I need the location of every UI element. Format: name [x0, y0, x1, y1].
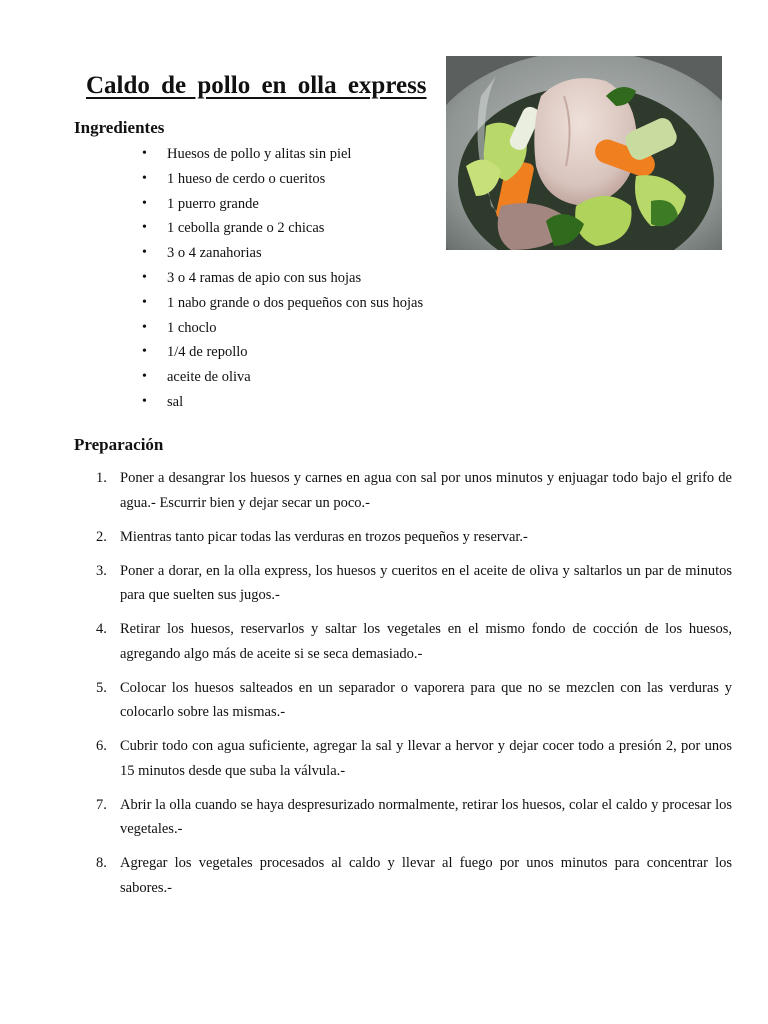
pressure-cooker-photo — [446, 56, 722, 250]
preparation-step — [96, 676, 732, 725]
ingredient-item: • 1/4 de repollo — [140, 340, 423, 365]
step-number: 3. — [96, 562, 107, 579]
step-text: Retirar los huesos, reservarlos y saltar los vegetales en el mismo fondo de cocción de los huesos, agregando algo más de aceite si se seca demasiado.- — [120, 621, 732, 662]
ingredient-item: • 1 cebolla grande o 2 chicas — [140, 216, 423, 241]
ingredient-item: • 1 puerro grande — [140, 192, 423, 217]
ingredient-item: • 1 hueso de cerdo o cueritos — [140, 167, 423, 192]
recipe-photo — [446, 56, 722, 250]
ingredient-item: • 3 o 4 ramas de apio con sus hojas — [140, 266, 423, 291]
step-number: 8. — [96, 855, 107, 871]
preparation-step — [96, 793, 732, 842]
ingredient-item: • sal — [140, 390, 423, 415]
step-text: Mientras tanto picar todas las verduras en trozos pequeños y reservar.- — [120, 528, 528, 545]
ingredient-item: • 1 nabo grande o dos pequeños con sus hojas — [140, 291, 423, 316]
step-number: 4. — [96, 621, 107, 637]
step-text: Agregar los vegetales procesados al caldo y llevar al fuego por unos minutos para concentrar los sabores.- — [120, 855, 732, 896]
ingredient-item: • 1 choclo — [140, 316, 423, 341]
preparation-step — [96, 559, 732, 608]
step-number: 6. — [96, 738, 107, 754]
step-text: Poner a dorar, en la olla express, los huesos y cueritos en el aceite de oliva y saltarlos un par de minutos para que suelten sus jugos.- — [120, 562, 732, 603]
ingredient-item: • Huesos de pollo y alitas sin piel — [140, 142, 423, 167]
preparation-heading: Preparación — [74, 435, 164, 454]
step-text: Abrir la olla cuando se haya despresurizado normalmente, retirar los huesos, colar el caldo y procesar los vegetales.- — [120, 796, 732, 837]
step-text: Colocar los huesos salteados en un separador o vaporera para que no se mezclen con las verduras y colocarlo sobre las mismas.- — [120, 679, 732, 720]
preparation-step — [96, 525, 732, 550]
step-number: 7. — [96, 796, 107, 813]
step-number: 2. — [96, 528, 107, 545]
step-text: Poner a desangrar los huesos y carnes en agua con sal por unos minutos y enjuagar todo bajo el grifo de agua.- Escurrir bien y dejar secar un poco.- — [120, 470, 732, 511]
preparation-step — [96, 617, 732, 666]
ingredients-heading: Ingredientes — [74, 118, 165, 137]
ingredient-item: • 3 o 4 zanahorias — [140, 241, 423, 266]
preparation-step — [96, 851, 732, 900]
preparation-steps — [96, 466, 732, 910]
ingredient-item: • aceite de oliva — [140, 365, 423, 390]
recipe-title: Caldo de pollo en olla express — [86, 72, 427, 99]
preparation-step — [96, 466, 732, 515]
ingredients-list — [140, 142, 423, 415]
step-number: 1. — [96, 470, 107, 486]
preparation-step — [96, 734, 732, 783]
step-text: Cubrir todo con agua suficiente, agregar la sal y llevar a hervor y dejar cocer todo a presión 2, por unos 15 minutos desde que suba la válvula.- — [120, 738, 732, 779]
step-number: 5. — [96, 679, 107, 696]
